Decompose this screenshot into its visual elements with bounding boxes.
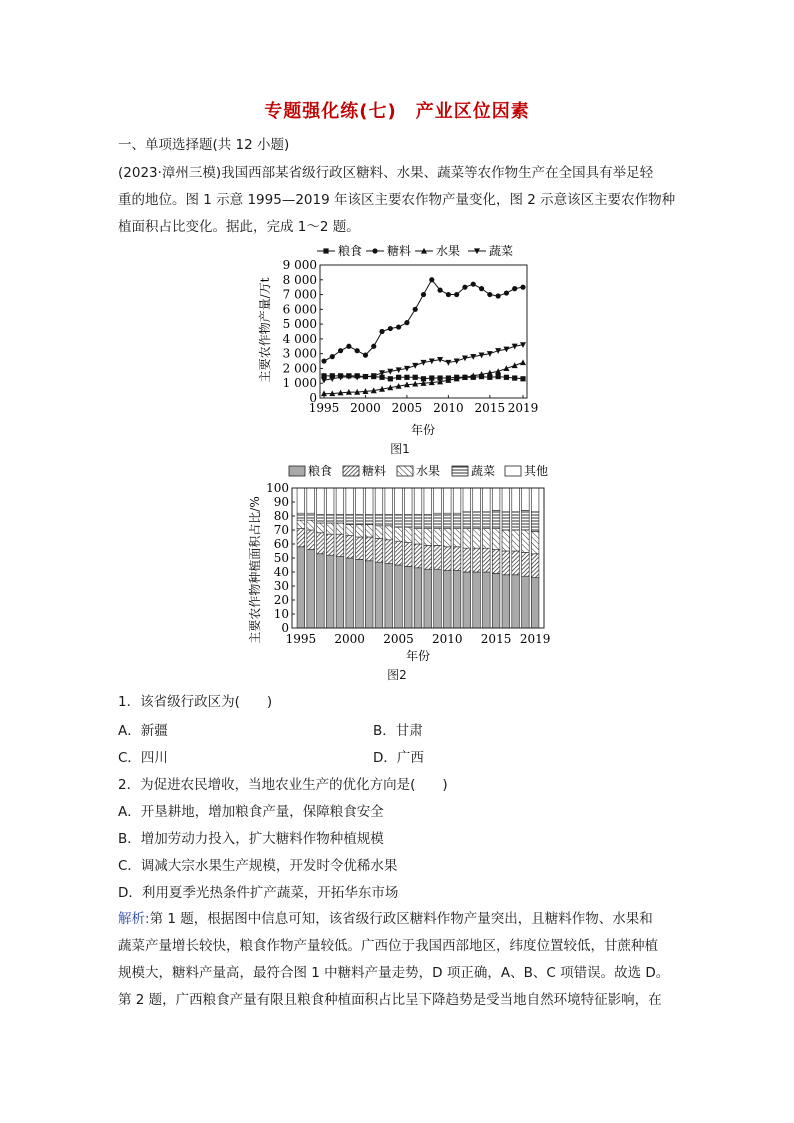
y-tick-label: 9 000 <box>282 258 317 272</box>
bar-segment-蔬菜 <box>356 515 364 525</box>
bar-segment-水果 <box>522 530 530 552</box>
bar-segment-糖料 <box>297 529 305 547</box>
data-point <box>346 344 351 349</box>
bar-segment-粮食 <box>463 572 471 628</box>
x-axis-label: 年份 <box>405 649 431 663</box>
bar-segment-糖料 <box>502 551 510 575</box>
bar-segment-水果 <box>502 530 510 551</box>
bar-segment-其他 <box>346 488 354 515</box>
bar-segment-其他 <box>414 488 422 515</box>
data-point <box>413 375 418 380</box>
bar-segment-其他 <box>473 488 481 512</box>
bar-segment-水果 <box>463 529 471 549</box>
x-tick-label: 2019 <box>519 632 550 646</box>
figure-1-caption: 图1 <box>390 442 410 456</box>
bar-segment-水果 <box>434 529 442 546</box>
bar-segment-水果 <box>395 527 403 541</box>
bar-segment-蔬菜 <box>404 515 412 528</box>
bar-segment-糖料 <box>346 536 354 558</box>
bar-segment-蔬菜 <box>424 515 432 529</box>
y-tick-label: 3 000 <box>282 346 317 361</box>
bar-segment-其他 <box>492 488 500 510</box>
bar-segment-水果 <box>297 520 305 528</box>
bar-segment-粮食 <box>492 573 500 628</box>
data-point <box>504 290 509 295</box>
legend-swatch <box>343 466 359 476</box>
data-point <box>504 375 509 380</box>
intro-line: 植面积占比变化。据此，完成 1～2 题。 <box>118 219 360 235</box>
bar-segment-水果 <box>492 529 500 550</box>
data-point <box>520 376 525 381</box>
bar-segment-糖料 <box>385 540 393 564</box>
data-point <box>388 376 393 381</box>
bar-segment-粮食 <box>483 572 491 628</box>
data-point <box>413 307 418 312</box>
bar-segment-粮食 <box>326 555 334 628</box>
bar-segment-水果 <box>531 531 539 553</box>
x-tick-label: 2019 <box>507 401 539 415</box>
bar-segment-蔬菜 <box>365 515 373 525</box>
bar-segment-水果 <box>346 524 354 535</box>
bar-segment-粮食 <box>502 575 510 628</box>
bar-segment-其他 <box>395 488 403 515</box>
bar-segment-蔬菜 <box>453 513 461 528</box>
bar-segment-蔬菜 <box>395 515 403 528</box>
bar-segment-蔬菜 <box>336 515 344 523</box>
bar-segment-粮食 <box>443 571 451 628</box>
bar-segment-其他 <box>356 488 364 515</box>
data-point <box>429 277 434 282</box>
bar-segment-蔬菜 <box>326 515 334 523</box>
bar-segment-糖料 <box>404 543 412 567</box>
bar-segment-其他 <box>336 488 344 515</box>
intro-line: 重的地位。图 1 示意 1995—2019 年该区主要农作物产量变化，图 2 示意该区主要农作物种 <box>118 192 676 208</box>
y-tick-label: 30 <box>273 579 289 593</box>
data-point <box>520 285 525 290</box>
bar-segment-其他 <box>375 488 383 515</box>
bar-segment-其他 <box>297 488 305 513</box>
bar-segment-糖料 <box>414 544 422 568</box>
analysis-line: 蔬菜产量增长较快，粮食作物产量较低。广西位于我国西部地区，纬度位置较低，甘蔗种植 <box>118 938 658 954</box>
bar-segment-粮食 <box>453 571 461 628</box>
bar-segment-其他 <box>483 488 491 512</box>
bar-segment-蔬菜 <box>307 513 315 520</box>
bar-segment-粮食 <box>297 547 305 628</box>
intro-paragraph <box>118 160 678 241</box>
data-point <box>454 292 459 297</box>
question-2-option-d: D．利用夏季光热条件扩产蔬菜，开拓华东市场 <box>118 885 399 901</box>
bar-segment-蔬菜 <box>317 515 325 523</box>
question-1-option-c: C．四川 <box>118 750 168 766</box>
question-2-option-b: B．增加劳动力投入，扩大糖料作物种植规模 <box>118 831 384 847</box>
data-point <box>396 324 401 329</box>
bar-segment-粮食 <box>346 558 354 628</box>
data-point <box>446 292 451 297</box>
bar-segment-蔬菜 <box>443 513 451 528</box>
bar-segment-水果 <box>453 529 461 547</box>
bar-segment-糖料 <box>317 533 325 554</box>
bar-segment-糖料 <box>483 548 491 572</box>
legend-marker <box>323 248 328 253</box>
y-tick-label: 100 <box>266 481 289 495</box>
data-point <box>388 326 393 331</box>
x-axis-label: 年份 <box>410 423 436 437</box>
bar-segment-其他 <box>424 488 432 515</box>
bar-segment-其他 <box>317 488 325 515</box>
y-tick-label: 2 000 <box>282 361 317 376</box>
y-tick-label: 4 000 <box>282 331 317 346</box>
question-1-option-d: D．广西 <box>373 750 424 766</box>
analysis-label: 解析: <box>118 911 150 927</box>
bar-segment-水果 <box>424 529 432 546</box>
data-point <box>404 375 409 380</box>
legend-label: 粮食 <box>338 244 363 258</box>
data-point <box>471 282 476 287</box>
bar-segment-糖料 <box>473 548 481 572</box>
question-1-option-a: A．新疆 <box>118 723 168 739</box>
y-tick-label: 7 000 <box>282 287 317 302</box>
x-tick-label: 2005 <box>391 401 423 415</box>
y-tick-label: 60 <box>273 537 289 551</box>
legend-label: 糖料 <box>387 244 412 258</box>
y-tick-label: 8 000 <box>282 272 317 287</box>
bar-segment-蔬菜 <box>522 510 530 530</box>
bar-segment-糖料 <box>463 548 471 572</box>
bar-segment-水果 <box>483 529 491 549</box>
bar-segment-粮食 <box>385 564 393 628</box>
bar-segment-粮食 <box>434 569 442 628</box>
data-point <box>321 358 326 363</box>
bar-segment-水果 <box>336 523 344 534</box>
question-1-option-b: B．甘肃 <box>373 723 423 739</box>
bar-segment-水果 <box>375 526 383 539</box>
y-tick-label: 0 <box>281 621 289 635</box>
y-tick-label: 40 <box>273 565 289 579</box>
bar-segment-糖料 <box>375 538 383 562</box>
bar-segment-水果 <box>317 523 325 533</box>
bar-segment-其他 <box>453 488 461 513</box>
bar-segment-粮食 <box>365 561 373 628</box>
bar-segment-粮食 <box>404 566 412 628</box>
bar-segment-糖料 <box>434 545 442 569</box>
x-tick-label: 2015 <box>474 401 506 415</box>
bar-segment-糖料 <box>512 551 520 575</box>
bar-segment-其他 <box>326 488 334 515</box>
data-point <box>371 344 376 349</box>
bar-segment-糖料 <box>492 550 500 574</box>
bar-segment-其他 <box>463 488 471 512</box>
bar-segment-水果 <box>307 520 315 530</box>
bar-segment-水果 <box>512 530 520 551</box>
y-tick-label: 90 <box>273 495 289 509</box>
bar-segment-粮食 <box>512 575 520 628</box>
y-axis-label: 主要农作物产量/万t <box>258 277 272 383</box>
bar-segment-水果 <box>326 523 334 534</box>
y-axis-label: 主要农作物种植面积占比/% <box>248 496 262 644</box>
bar-segment-糖料 <box>307 530 315 550</box>
data-point <box>321 373 326 378</box>
data-point <box>512 286 517 291</box>
bar-segment-糖料 <box>522 552 530 576</box>
legend-label: 水果 <box>416 464 441 478</box>
bar-segment-粮食 <box>336 557 344 628</box>
bar-segment-糖料 <box>326 534 334 555</box>
legend-marker <box>372 248 377 253</box>
data-point <box>520 359 526 365</box>
legend-label: 水果 <box>436 244 461 258</box>
x-tick-label: 2005 <box>383 632 414 646</box>
bar-segment-水果 <box>414 529 422 544</box>
bar-segment-其他 <box>531 488 539 512</box>
intro-line: (2023·漳州三模)我国西部某省级行政区糖料、水果、蔬菜等农作物生产在全国具有举足轻 <box>118 165 654 181</box>
bar-segment-其他 <box>365 488 373 515</box>
legend-label: 蔬菜 <box>489 244 514 258</box>
bar-segment-粮食 <box>414 568 422 628</box>
bar-segment-糖料 <box>424 545 432 569</box>
bar-segment-水果 <box>404 527 412 542</box>
bar-segment-粮食 <box>356 559 364 628</box>
figure-2-stacked-bar-chart <box>245 460 550 665</box>
data-point <box>338 348 343 353</box>
legend-label: 蔬菜 <box>471 464 496 478</box>
question-2-option-c: C．调减大宗水果生产规模，开发时令优稀水果 <box>118 858 398 874</box>
section-heading: 一、单项选择题(共 12 小题) <box>118 137 290 153</box>
bar-segment-水果 <box>365 524 373 537</box>
bar-segment-其他 <box>443 488 451 513</box>
bar-segment-蔬菜 <box>385 515 393 526</box>
bar-segment-其他 <box>385 488 393 515</box>
legend-swatch <box>289 466 305 476</box>
analysis-line: 第 1 题，根据图中信息可知，该省级行政区糖料作物产量突出，且糖料作物、水果和 <box>149 911 653 927</box>
bar-segment-蔬菜 <box>473 512 481 529</box>
bar-segment-蔬菜 <box>375 515 383 526</box>
y-tick-label: 6 000 <box>282 302 317 317</box>
analysis-line: 第 2 题，广西粮食产量有限且粮食种植面积占比呈下降趋势是受当地自然环境特征影响，在 <box>118 992 662 1008</box>
bar-segment-其他 <box>512 488 520 512</box>
bar-segment-蔬菜 <box>434 513 442 528</box>
legend-label: 粮食 <box>308 464 333 478</box>
data-point <box>321 378 327 384</box>
data-point <box>363 353 368 358</box>
bar-segment-粮食 <box>531 578 539 628</box>
bar-segment-蔬菜 <box>297 513 305 520</box>
data-point <box>355 348 360 353</box>
figure-2-caption: 图2 <box>387 668 407 682</box>
question-2-option-a: A．开垦耕地，增加粮食产量，保障粮食安全 <box>118 804 384 820</box>
bar-segment-粮食 <box>307 550 315 628</box>
bar-segment-粮食 <box>317 554 325 628</box>
x-tick-label: 2000 <box>334 632 365 646</box>
bar-segment-蔬菜 <box>531 512 539 532</box>
bar-segment-蔬菜 <box>346 515 354 525</box>
bar-segment-蔬菜 <box>492 510 500 528</box>
figure-1-line-chart <box>255 240 545 440</box>
bar-segment-其他 <box>307 488 315 513</box>
y-tick-label: 5 000 <box>282 317 317 332</box>
bar-segment-蔬菜 <box>502 512 510 530</box>
y-tick-label: 10 <box>273 607 289 621</box>
x-tick-label: 2000 <box>350 401 381 415</box>
data-point <box>437 288 442 293</box>
chart-legend <box>289 463 548 478</box>
bar-segment-水果 <box>443 529 451 547</box>
y-tick-label: 80 <box>273 509 289 523</box>
data-point <box>421 292 426 297</box>
y-tick-label: 20 <box>273 593 289 607</box>
bar-segment-水果 <box>356 524 364 537</box>
bar-segment-粮食 <box>473 572 481 628</box>
legend-swatch <box>505 466 521 476</box>
data-point <box>330 354 335 359</box>
legend-label: 其他 <box>524 464 549 478</box>
bar-segment-蔬菜 <box>414 515 422 529</box>
data-point <box>496 293 501 298</box>
x-tick-label: 2010 <box>432 632 463 646</box>
x-tick-label: 1995 <box>285 632 317 646</box>
data-point <box>487 375 492 380</box>
legend-swatch <box>452 466 468 476</box>
bar-segment-糖料 <box>356 537 364 559</box>
y-tick-label: 50 <box>273 551 289 565</box>
y-tick-label: 0 <box>309 391 317 405</box>
legend-swatch <box>397 466 413 476</box>
analysis-paragraph <box>118 906 678 1014</box>
x-tick-label: 1995 <box>308 401 340 415</box>
data-point <box>396 375 401 380</box>
bar-segment-蔬菜 <box>463 512 471 529</box>
bar-segment-其他 <box>404 488 412 515</box>
bar-segment-蔬菜 <box>512 512 520 530</box>
bar-segment-粮食 <box>375 562 383 628</box>
x-tick-label: 2010 <box>433 401 464 415</box>
chart-legend <box>317 243 513 258</box>
data-point <box>479 286 484 291</box>
bar-segment-粮食 <box>395 565 403 628</box>
data-point <box>379 329 384 334</box>
bar-segment-水果 <box>473 529 481 549</box>
bar-segment-蔬菜 <box>483 512 491 529</box>
bar-segment-糖料 <box>336 534 344 556</box>
bar-segment-其他 <box>522 488 530 510</box>
bar-segment-粮食 <box>424 569 432 628</box>
question-2-stem: 2．为促进农民增收，当地农业生产的优化方向是( ) <box>118 777 448 793</box>
y-tick-label: 70 <box>273 523 289 537</box>
bar-segment-水果 <box>385 526 393 540</box>
data-point <box>404 320 409 325</box>
bar-segment-粮食 <box>522 576 530 628</box>
data-point <box>462 285 467 290</box>
data-point <box>512 375 517 380</box>
data-point <box>496 374 501 379</box>
bar-segment-糖料 <box>453 547 461 571</box>
bar-segment-其他 <box>502 488 510 512</box>
y-tick-label: 1 000 <box>282 376 317 391</box>
data-point <box>445 360 451 366</box>
data-point <box>487 292 492 297</box>
bar-segment-其他 <box>434 488 442 513</box>
bar-segment-糖料 <box>531 554 539 578</box>
question-1-stem: 1．该省级行政区为( ) <box>118 694 273 710</box>
bar-segment-糖料 <box>395 541 403 565</box>
bar-segment-糖料 <box>443 547 451 571</box>
x-tick-label: 2015 <box>480 632 512 646</box>
page-title: 专题强化练(七) 产业区位因素 <box>264 101 530 122</box>
bar-segment-糖料 <box>365 537 373 561</box>
legend-label: 糖料 <box>362 464 387 478</box>
analysis-line: 规模大，糖料产量高，最符合图 1 中糖料产量走势，D 项正确，A、B、C 项错误。故选 D。 <box>118 965 670 981</box>
